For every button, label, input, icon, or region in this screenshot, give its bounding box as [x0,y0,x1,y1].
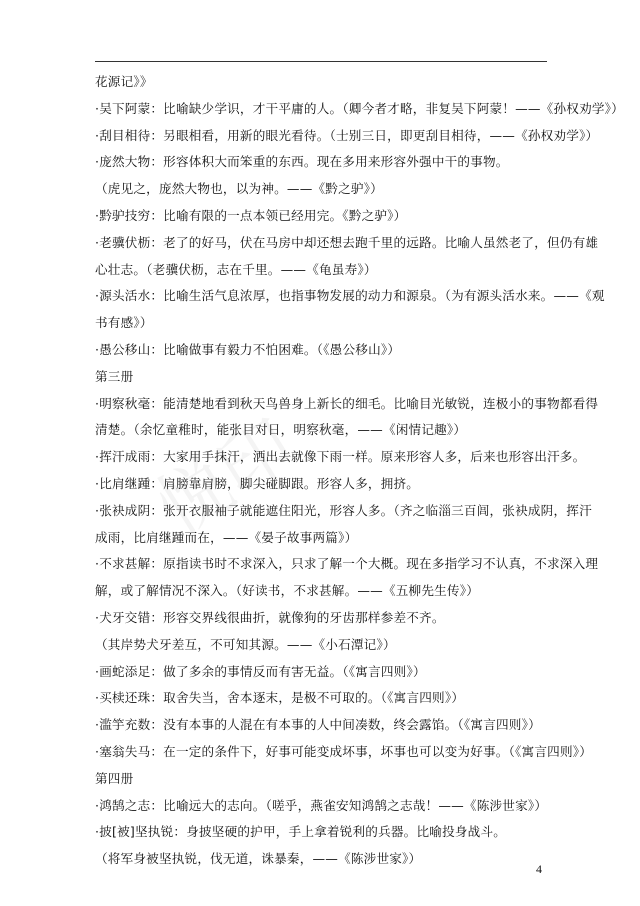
text-line: ·黔驴技穷：比喻有限的一点本领已经用完。《黔之驴》） [95,207,407,223]
text-line: ·不求甚解：原指读书时不求深入，只求了解一个大概。现在多指学习不认真，不求深入理 [95,556,599,572]
text-line: ·庞然大物：形容体积大而笨重的东西。现在多用来形容外强中干的事物。 [95,154,509,170]
page-number: 4 [536,862,542,876]
text-line: ·源头活水：比喻生活气息浓厚，也指事物发展的动力和源泉。（为有源头活水来。——《观 [95,288,605,304]
text-line: ·挥汗成雨：大家用手抹汗，洒出去就像下雨一样。原来形容人多，后来也形容出汗多。 [95,449,586,465]
text-line: ·老骥伏枥：老了的好马，伏在马房中却还想去跑千里的远路。比喻人虽然老了，但仍有雄 [95,234,599,250]
text-line: ·比肩继踵：肩膀靠肩膀，脚尖碰脚跟。形容人多，拥挤。 [95,475,420,491]
text-line: ·吴下阿蒙：比喻缺少学识，才干平庸的人。（卿今者才略，非复吴下阿蒙！——《孙权劝学》） [95,100,624,116]
text-line: ·买椟还珠：取舍失当，舍本逐末，是极不可取的。（《寓言四则》） [95,690,465,706]
text-line: 花源记》》 [95,74,153,89]
text-line: 清楚。（余忆童稚时，能张目对日，明察秋毫，——《闲情记趣》） [95,422,467,438]
text-line: ·鸿鹄之志：比喻远大的志向。（嗟乎，燕雀安知鸿鹄之志哉！——《陈涉世家》） [95,797,548,813]
text-line: ·塞翁失马：在一定的条件下，好事可能变成坏事，坏事也可以变为好事。（《寓言四则》） [95,743,593,759]
text-line: 解，或了解情况不深入。（好读书，不求甚解。——《五柳先生传》） [95,583,480,599]
text-line: ·画蛇添足：做了多余的事情反而有害无益。（《寓言四则》） [95,663,426,679]
text-line: ·滥竽充数：没有本事的人混在有本事的人中间凑数，终会露馅。（《寓言四则》） [95,717,541,733]
text-line: 书有感》） [95,315,153,331]
text-line: ·犬牙交错：形容交界线很曲折，就像狗的牙齿那样参差不齐。 [95,609,445,625]
section-heading: 第三册 [95,368,134,384]
text-line: ·披[被]坚执锐：身披坚硬的护甲，手上拿着锐利的兵器。比喻投身战斗。 [95,824,507,840]
text-line: ·愚公移山：比喻做事有毅力不怕困难。（《愚公移山》） [95,341,401,357]
text-line: 成雨，比肩继踵而在，——《晏子故事两篇》） [95,529,358,545]
text-line: ·张袂成阴：张开衣服袖子就能遮住阳光，形容人多。（齐之临淄三百闾，张袂成阴，挥汗 [95,502,592,518]
text-line: （其岸势犬牙差互，不可知其源。——《小石潭记》） [95,636,396,652]
text-line: ·刮目相待：另眼相看，用新的眼光看待。（士别三日，即更刮目相待，——《孙权劝学》） [95,127,599,143]
page-body [95,72,624,869]
header-rule [95,61,547,62]
text-line: （将军身被坚执锐，伐无道，诛暴秦，——《陈涉世家》） [95,851,422,867]
section-heading: 第四册 [95,770,134,786]
text-line: 心壮志。（老骥伏枥，志在千里。——《龟虽寿》） [95,261,377,277]
text-line: ·明察秋毫：能清楚地看到秋天鸟兽身上新长的细毛。比喻目光敏锐，连极小的事物都看得 [95,395,599,411]
text-line: （虎见之，庞然大物也，以为神。——《黔之驴》） [95,181,383,197]
